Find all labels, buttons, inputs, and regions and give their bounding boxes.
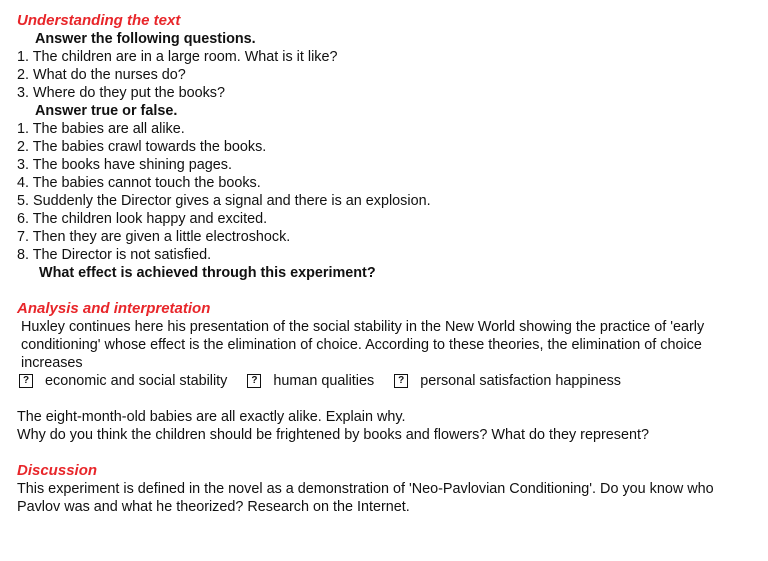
statement-item: 2. The babies crawl towards the books. <box>17 139 267 155</box>
checkbox-icon[interactable]: ? <box>247 374 261 388</box>
analysis-question: Why do you think the children should be frightened by books and flowers? What do they represent? <box>17 427 649 443</box>
question-item: 3. Where do they put the books? <box>17 85 225 101</box>
option-economic-stability[interactable] <box>17 372 227 390</box>
option-personal-satisfaction[interactable] <box>392 372 621 390</box>
statement-item: 1. The babies are all alike. <box>17 121 185 137</box>
discussion-paragraph: This experiment is defined in the novel as a demonstration of 'Neo-Pavlovian Conditioning'. Do you know who Pavlov was and what he theorized? Research on the Internet. <box>17 481 714 515</box>
analysis-paragraph: Huxley continues here his presentation of the social stability in the New World showing the practice of 'early conditioning' whose effect is the elimination of choice. According to these theories, the elimination of choice increases <box>21 319 705 371</box>
statement-item: 8. The Director is not satisfied. <box>17 247 212 263</box>
question-item: 1. The children are in a large room. What is it like? <box>17 49 338 65</box>
checkbox-icon[interactable]: ? <box>19 374 33 388</box>
section-spacer <box>17 444 757 462</box>
analysis-title: Analysis and interpretation <box>17 300 211 317</box>
option-label: personal satisfaction happiness <box>420 373 621 389</box>
discussion-title: Discussion <box>17 462 98 479</box>
option-label: human qualities <box>273 373 375 389</box>
worksheet-page <box>17 12 757 516</box>
understanding-title: Understanding the text <box>17 12 181 29</box>
statement-item: 6. The children look happy and excited. <box>17 211 268 227</box>
instruction-answer-questions: Answer the following questions. <box>35 31 256 47</box>
statement-item: 7. Then they are given a little electroshock. <box>17 229 291 245</box>
option-human-qualities[interactable] <box>245 372 374 390</box>
statement-item: 3. The books have shining pages. <box>17 157 232 173</box>
instruction-true-false: Answer true or false. <box>35 103 178 119</box>
analysis-question: The eight-month-old babies are all exactly alike. Explain why. <box>17 409 406 425</box>
choice-options <box>17 372 757 390</box>
section-spacer <box>17 390 757 408</box>
section-spacer <box>17 282 757 300</box>
option-label: economic and social stability <box>45 373 228 389</box>
statement-item: 5. Suddenly the Director gives a signal and there is an explosion. <box>17 193 431 209</box>
statement-item: 4. The babies cannot touch the books. <box>17 175 261 191</box>
instruction-experiment-effect: What effect is achieved through this experiment? <box>39 265 376 281</box>
question-item: 2. What do the nurses do? <box>17 67 186 83</box>
checkbox-icon[interactable]: ? <box>394 374 408 388</box>
